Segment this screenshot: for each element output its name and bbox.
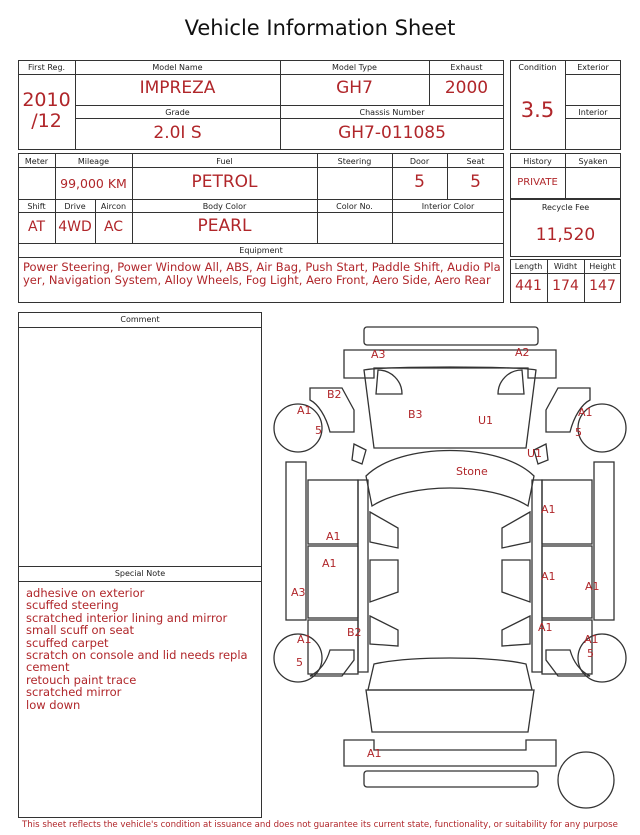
grade-label: Grade: [165, 108, 190, 117]
condition-label: Condition: [518, 63, 557, 72]
body-color-value: PEARL: [197, 216, 252, 236]
width-label: Widht: [553, 262, 578, 271]
height-label: Height: [589, 262, 616, 271]
body-color-label: Body Color: [202, 202, 247, 211]
chassis-number-label: Chassis Number: [359, 108, 425, 117]
door-value: 5: [414, 172, 425, 192]
height-value: 147: [589, 278, 616, 294]
width-value: 174: [552, 278, 579, 294]
length-label: Length: [514, 262, 543, 271]
fuel-label: Fuel: [216, 157, 233, 166]
special-note-item: scratched mirror: [26, 685, 122, 700]
damage-mark: B2: [327, 388, 342, 401]
steering-label: Steering: [337, 157, 372, 166]
special-note-item: adhesive on exterior: [26, 586, 145, 600]
special-note-item: low down: [26, 697, 81, 712]
history-value: PRIVATE: [517, 177, 558, 188]
damage-mark: U1: [478, 414, 494, 427]
interior-label: Interior: [578, 108, 608, 117]
condition-grade: 3.5: [520, 98, 555, 122]
model-type-label: Model Type: [332, 63, 377, 72]
fuel-value: PETROL: [191, 172, 258, 192]
mileage-value: 99,000 KM: [60, 176, 127, 191]
damage-mark: A2: [515, 346, 530, 359]
aircon-value: AC: [103, 219, 124, 235]
comment-label: Comment: [120, 315, 160, 324]
special-note-item: scuffed carpet: [26, 635, 109, 650]
special-note-label: Special Note: [114, 569, 166, 578]
damage-mark: A1: [367, 747, 382, 760]
comment-box: [18, 312, 262, 818]
seat-value: 5: [470, 172, 481, 192]
special-note-item: retouch paint trace: [26, 672, 137, 687]
meter-label: Meter: [24, 157, 49, 166]
model-name-label: Model Name: [152, 63, 203, 72]
damage-mark: A3: [291, 586, 306, 599]
drive-label: Drive: [64, 202, 86, 211]
length-value: 441: [515, 278, 542, 294]
damage-mark: A1: [538, 621, 553, 634]
damage-mark: A1: [541, 570, 556, 583]
shift-label: Shift: [27, 202, 46, 211]
interior-color-label: Interior Color: [421, 202, 475, 211]
first-reg-label: First Reg.: [27, 63, 66, 72]
damage-mark: A1: [541, 503, 556, 516]
shift-value: AT: [27, 219, 46, 235]
damage-mark: A1: [584, 633, 599, 646]
model-type-value: GH7: [336, 78, 373, 98]
damage-mark: 5: [296, 656, 303, 669]
recycle-fee-label: Recycle Fee: [541, 203, 590, 212]
exhaust-label: Exhaust: [450, 63, 483, 72]
disclaimer-footer: This sheet reflects the vehicle's condition at issuance and does not guarantee its current state, functionality, or suitability for any purpose: [22, 820, 618, 830]
damage-mark: B2: [347, 626, 362, 639]
damage-mark: B3: [408, 408, 423, 421]
special-note-item: small scuff on seat: [26, 623, 135, 638]
recycle-fee-value: 11,520: [535, 225, 596, 245]
exterior-label: Exterior: [577, 63, 609, 72]
exhaust-value: 2000: [444, 78, 489, 98]
damage-mark: 5: [575, 426, 582, 439]
special-note-item: cement: [26, 660, 70, 675]
syaken-label: Syaken: [578, 157, 608, 166]
damage-mark: A3: [371, 348, 386, 361]
page-title: Vehicle Information Sheet: [184, 16, 456, 40]
special-note-item: scuffed steering: [26, 598, 119, 613]
first-reg-year: 2010: [22, 89, 71, 111]
door-label: Door: [409, 157, 430, 166]
grade-value: 2.0I S: [153, 123, 202, 143]
special-note-item: scratch on console and lid needs repla: [26, 648, 248, 663]
equipment-list: Power Steering, Power Window All, ABS, Air Bag, Push Start, Paddle Shift, Audio Player, Navigation System, Alloy Wheels, Fog Light, Aero Front, Aero Side, Aero Rear: [23, 261, 501, 287]
damage-mark: Stone: [456, 465, 488, 478]
damage-mark: A1: [297, 633, 312, 646]
damage-mark: 5: [315, 424, 322, 437]
special-notes-list: [26, 587, 258, 711]
car-damage-diagram: [270, 320, 630, 820]
damage-mark: A1: [578, 406, 593, 419]
drive-value: 4WD: [58, 219, 92, 235]
aircon-label: Aircon: [100, 202, 127, 211]
damage-mark: 5: [587, 647, 594, 660]
seat-label: Seat: [466, 157, 485, 166]
damage-mark: A1: [585, 580, 600, 593]
first-reg-month: /12: [31, 110, 62, 132]
history-label: History: [523, 157, 552, 166]
model-name-value: IMPREZA: [139, 78, 216, 98]
chassis-number-value: GH7-011085: [338, 123, 446, 143]
damage-mark: A1: [322, 557, 337, 570]
equipment-label: Equipment: [239, 246, 283, 255]
damage-mark: U1: [527, 447, 543, 460]
color-no-label: Color No.: [336, 202, 373, 211]
damage-mark: A1: [297, 404, 312, 417]
damage-mark: A1: [326, 530, 341, 543]
special-note-item: scratched interior lining and mirror: [26, 610, 228, 625]
mileage-label: Mileage: [77, 157, 110, 166]
